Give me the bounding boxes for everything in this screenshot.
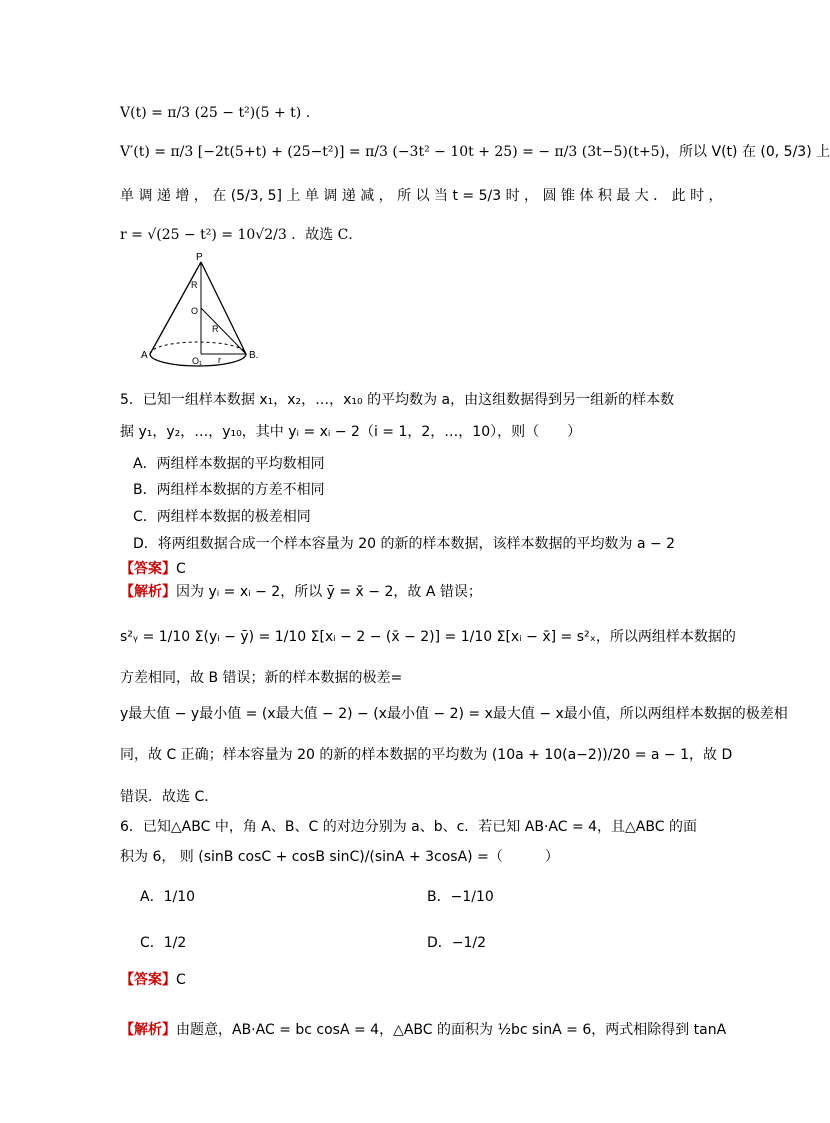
q6-option-b: B．−1/10 [427, 889, 494, 905]
formula-derivative-main: V′(t) = π/3 [−2t(5+t) + (25−t²)] = π/3 (−3t² − 10t + 25) = − π/3 (3t−5)(t+5) [120, 144, 666, 160]
q6-option-c: C．1/2 [140, 935, 187, 951]
q5-answer-value: C [176, 561, 186, 577]
cone-figure [138, 250, 278, 370]
label-A: A [141, 350, 148, 361]
q6-stem-line2: 积为 6， 则 (sinB cosC + cosB sinC)/(sinA + 3cosA) =（ ） [120, 849, 559, 865]
formula-derivative [120, 141, 830, 163]
formula-derivative-tail: ，所以 V(t) 在 (0, 5/3) 上 [665, 144, 830, 160]
q6-stem-line1: 6．已知△ABC 中，角 A、B、C 的对边分别为 a、b、c．若已知 AB·AC = 4，且△ABC 的面 [120, 819, 697, 835]
formula-radius: r = √(25 − t²) = 10√2/3 ．故选 C． [120, 227, 363, 243]
q5-option-d: D．将两组数据合成一个样本容量为 20 的新的样本数据，该样本数据的平均数为 a − 2 [133, 536, 676, 552]
q6-answer-value: C [176, 972, 186, 988]
q5-option-b: B．两组样本数据的方差不相同 [133, 482, 325, 498]
q5-analysis-line2: s²ᵧ = 1/10 Σ(yᵢ − ȳ) = 1/10 Σ[xᵢ − 2 − (x̄ − 2)] = 1/10 Σ[xᵢ − x̄] = s²ₓ，所以两组样本数据的 [120, 629, 736, 645]
q6-analysis-line1 [120, 1019, 726, 1041]
q6-option-a: A．1/10 [140, 889, 196, 905]
label-R2: R [212, 324, 219, 334]
q5-analysis-line5: 同，故 C 正确；样本容量为 20 的新的样本数据的平均数为 (10a + 10(a−2))/20 = a − 1，故 D [120, 747, 733, 763]
text-monotonic: 单 调 递 增 ， 在 (5/3, 5] 上 单 调 递 减 ， 所 以 当 t = 5/3 时 ， 圆 锥 体 积 最 大 ． 此 时 ， [120, 188, 723, 204]
q5-option-c: C．两组样本数据的极差相同 [133, 509, 311, 525]
formula-volume: V(t) = π/3 (25 − t²)(5 + t) . [120, 105, 311, 121]
q5-analysis-line1 [120, 581, 482, 603]
q6-option-d: D．−1/2 [427, 935, 487, 951]
q5-answer-tag: 【答案】 [120, 561, 176, 577]
label-O1: O₁ [192, 356, 203, 366]
q6-analysis-tag: 【解析】 [120, 1022, 176, 1038]
sphere-radius [201, 308, 246, 354]
label-P: P [196, 252, 203, 263]
q5-analysis-line6: 错误．故选 C． [120, 789, 219, 805]
q6-analysis-text: 由题意，AB·AC = bc cosA = 4，△ABC 的面积为 ½bc sinA = 6，两式相除得到 tanA [176, 1022, 727, 1038]
q5-analysis-line4: y最大值 − y最小值 = (x最大值 − 2) − (x最小值 − 2) = x最大值 − x最小值，所以两组样本数据的极差相 [120, 706, 788, 722]
label-B: B. [249, 350, 259, 361]
q5-analysis-line3: 方差相同，故 B 错误；新的样本数据的极差= [120, 670, 403, 686]
q5-stem-line1: 5．已知一组样本数据 x₁，x₂，…，x₁₀ 的平均数为 a，由这组数据得到另一组新的样本数 [120, 392, 675, 408]
label-O: O [191, 306, 199, 316]
q5-answer [120, 558, 186, 580]
q6-answer [120, 969, 186, 991]
q5-option-a: A．两组样本数据的平均数相同 [133, 456, 325, 472]
q5-stem-line2: 据 y₁，y₂，…，y₁₀，其中 yᵢ = xᵢ − 2（i = 1，2，…，10），则（ ） [120, 424, 582, 440]
label-r: r [218, 355, 221, 365]
q5-analysis-text: 因为 yᵢ = xᵢ − 2，所以 ȳ = x̄ − 2，故 A 错误； [176, 584, 482, 600]
q6-answer-tag: 【答案】 [120, 972, 176, 988]
q5-analysis-tag: 【解析】 [120, 584, 176, 600]
label-R1: R [191, 280, 198, 290]
cone-edge-right [201, 262, 246, 354]
base-back-arc [150, 342, 246, 354]
